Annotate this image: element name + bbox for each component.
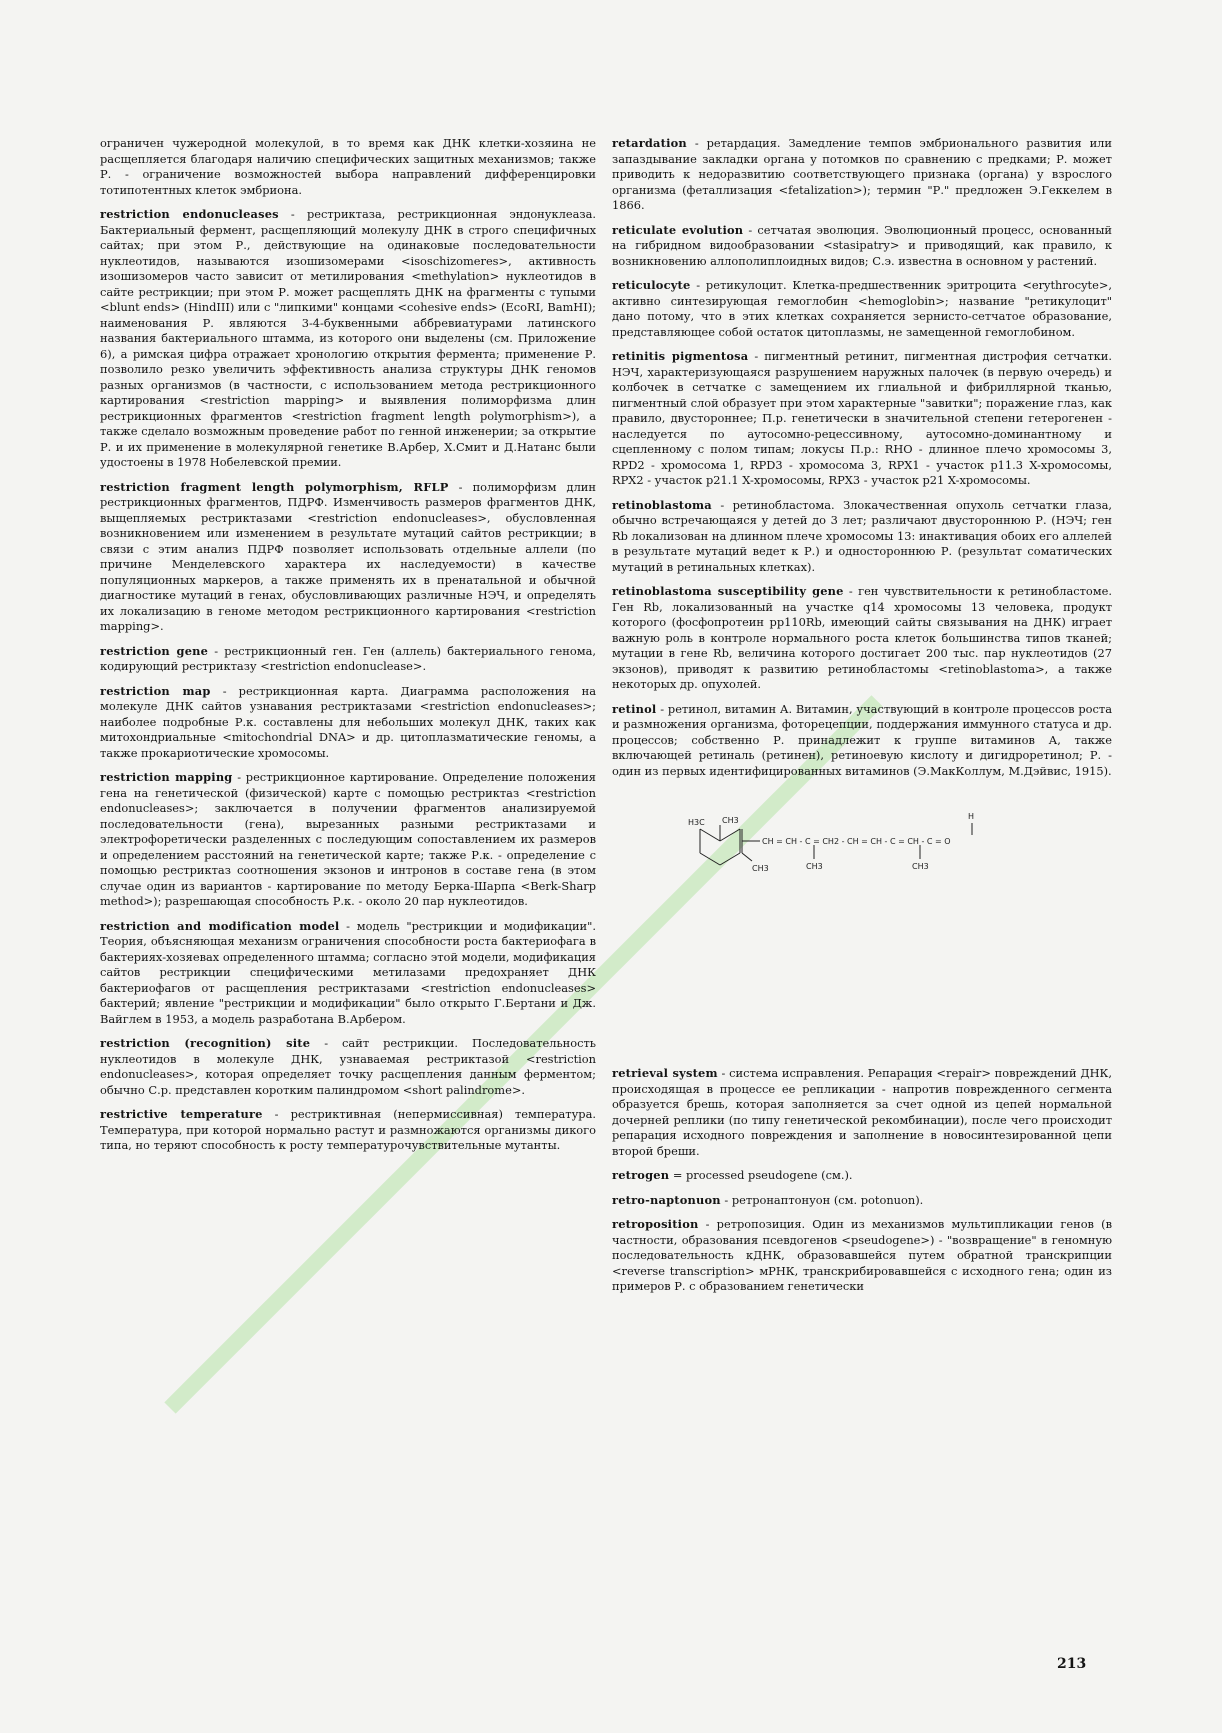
entry-term: restrictive temperature (100, 1107, 263, 1121)
retinol-structure-figure (612, 791, 1112, 1056)
entry-term: retrogen (612, 1168, 670, 1182)
entry-definition: - ретардация. Замедление темпов эмбрионального развития или запаздывание закладки органа у потомков по сравнению с предками; Р. может приводить к недоразвитию соответствующего признака (органа) у взрослого организма (феталлизация <fetalization>); термин "Р." предложен Э.Геккелем в 1866. (612, 136, 1112, 212)
hydrogen-label: H (968, 812, 975, 821)
dictionary-entry (100, 480, 596, 635)
entry-term: retinol (612, 701, 657, 716)
entry-term: retardation (612, 136, 687, 150)
dictionary-entry (100, 1036, 596, 1098)
left-intro-paragraph: ограничен чужеродной молекулой, в то время как ДНК клетки-хозяина не расщепляется благодаря наличию специфических защитных механизмов; также Р. - ограничение возможностей выбора направлений дифференцировки тотипотентных клеток эмбриона. (100, 136, 596, 197)
dictionary-entry (100, 1107, 596, 1154)
entry-definition: - пигментный ретинит, пигментная дистрофия сетчатки. НЭЧ, характеризующаяся разрушением наружных палочек (в первую очередь) и колбочек в сетчатке с замещением их глиальной и фибриллярной тканью, пигментный слой образует при этом характерные "завитки"; поражение глаз, как правило, двустороннее; П.р. генетически в значительной степени гетерогенен - наследуется по аутосомно-рецессивному, аутосомно-доминантному и сцепленному с полом типам; локусы П.р.: RHO - длинное плечо хромосомы 3, RPD2 - хромосома 1, RPD3 - хромосома 3, RPX1 - участок p11.3 X-хромосомы, RPX2 - участок p21.1 X-хромосомы, RPX3 - участок p21 X-хромосомы. (612, 349, 1112, 487)
methyl-label-1: H3C (688, 818, 705, 827)
entry-definition: - рестрикционный ген. Ген (аллель) бактериального генома, кодирующий рестриктазу <restriction endonuclease>. (100, 643, 597, 673)
right-entries-top (612, 136, 1112, 779)
left-column (100, 136, 596, 1163)
entry-term: restriction mapping (100, 770, 233, 784)
entry-definition: = processed pseudogene (см.). (669, 1168, 853, 1182)
dictionary-entry (612, 223, 1112, 270)
dictionary-entry (612, 584, 1112, 693)
dictionary-entry (100, 684, 596, 762)
entry-term: reticulocyte (612, 278, 691, 292)
entry-definition: - сайт рестрикции. Последовательность нуклеотидов в молекуле ДНК, узнаваемая рестриктазой <restriction endonucleases>, которая определяет точку расщепления данным ферментом; обычно С.р. представлен коротким палиндромом <short palindrome>. (100, 1036, 596, 1097)
entry-term: retrieval system (612, 1066, 718, 1080)
dictionary-entry (100, 919, 596, 1028)
entry-definition: - ретикулоцит. Клетка-предшественник эритроцита <erythrocyte>, активно синтезирующая гемоглобин <hemoglobin>; название "ретикулоцит" дано потому, что в этих клетках сохраняется зернисто-сетчатое образование, представляющее собой остаток цитоплазмы, не замещенной гемоглобином. (612, 278, 1112, 339)
dictionary-entry (100, 207, 596, 471)
dictionary-entry (612, 702, 1112, 780)
entry-term: restriction (recognition) site (100, 1036, 311, 1050)
methyl-label-4: CH3 (806, 862, 823, 871)
entry-definition: - модель "рестрикции и модификации". Теория, объясняющая механизм ограничения способности роста бактериофага в бактериях-хозяевах определенного штамма; согласно этой модели, модификация сайтов рестрикции специфическими метилазами предохраняет ДНК бактериофагов от расщепления рестриктазами <restriction endonucleases> бактерий; явление "рестрикции и модификации" было открыто Г.Бертани и Дж. Вайглем в 1953, а модель разработана В.Арбером. (100, 918, 596, 1026)
retinol-structural-formula (682, 801, 1062, 911)
methyl-label-5: CH3 (912, 862, 929, 871)
right-column (612, 136, 1112, 1304)
entry-term: retro-naptonuon (612, 1192, 721, 1207)
dictionary-entry (612, 1066, 1112, 1159)
dictionary-entry (612, 278, 1112, 340)
methyl-label-3: CH3 (752, 864, 769, 873)
entry-definition: - ретронаптонуон (см. potonuon). (720, 1192, 924, 1207)
entry-definition: - рестриктаза, рестрикционная эндонуклеаза. Бактериальный фермент, расщепляющий молекулу ДНК в строго специфичных сайтах; при этом Р., действующие на одинаковые последовательности нуклеотидов, называются изошизомерами <isoschizomeres>, активность изошизомеров часто зависит от метилирования <methylation> нуклеотидов в сайте рестрикции; при этом Р. может расщеплять ДНК на фрагменты с тупыми <blunt ends> (HindIII) или с "липкими" концами <cohesive ends> (EcoRI, BamHI); наименования Р. являются 3-4-буквенными аббревиатурами латинского названия бактериального штамма, из которого они выделены (см. Приложение 6), а римская цифра отражает хронологию открытия фермента; применение Р. позволило резко увеличить эффективность анализа структуры ДНК геномов разных организмов (в частности, с использованием метода рестрикционного картирования <restriction mapping> и выявления полиморфизма длин рестрикционных фрагментов <restriction fragment length polymorphism>), а также сделало возможным проведение работ по генной инженерии; за открытие Р. и их применение в молекулярной генетике В.Арбер, Х.Смит и Д.Натанс были удостоены в 1978 Нобелевской премии. (100, 207, 596, 469)
entry-definition: - рестриктивная (непермиссивная) температура. Температура, при которой нормально растут и размножаются организмы дикого типа, но теряют способность к росту температурочувствительные мутанты. (100, 1107, 596, 1152)
entry-term: retinitis pigmentosa (612, 349, 749, 363)
entry-term: restriction and modification model (100, 918, 340, 933)
entry-term: reticulate evolution (612, 222, 744, 237)
entry-definition: - ген чувствительности к ретинобластоме. Ген Rb, локализованный на участке q14 хромосомы 13 человека, продукт которого (фосфопротеин pp110Rb, имеющий сайты связывания на ДНК) играет важную роль в контроле нормального роста клеток большинства типов тканей; мутации в гене Rb, величина которого достигает 200 тыс. пар нуклеотидов (27 экзонов), приводят к развитию ретинобластомы <retinoblastoma>, а также некоторых др. опухолей. (612, 584, 1113, 691)
entry-definition: - ретропозиция. Один из механизмов мультипликации генов (в частности, образования псевдогенов <pseudogene>) - "возвращение" в геномную последовательность кДНК, образовавшейся путем обратной транскрипции <reverse transcription> мРНК, транскрибировавшейся с исходного гена; один из примеров Р. с образованием генетически (612, 1217, 1112, 1293)
dictionary-entry (612, 1193, 1112, 1209)
dictionary-entry (612, 498, 1112, 576)
dictionary-entry (612, 136, 1112, 214)
entry-term: retinoblastoma (612, 497, 712, 512)
entry-definition: - рестрикционное картирование. Определение положения гена на генетической (физической) карте с помощью рестриктаз <restriction endonucleases>; заключается в получении фрагментов анализируемой последовательности (гена), вырезанных разными рестриктазами и электрофоретически разделенных с последующим сопоставлением их размеров и определением расстояний на генетической карте; также Р.к. - определение с помощью рестриктаз соотношения экзонов и интронов в составе гена (в этом случае один из вариантов - картирование по методу Берка-Шарпа <Berk-Sharp method>); разрешающая способность Р.к. - около 20 пар нуклеотидов. (100, 770, 596, 908)
entry-term: retinoblastoma susceptibility gene (612, 584, 844, 598)
page-number: 213 (1057, 1656, 1087, 1672)
entry-definition: - система исправления. Репарация <repair> повреждений ДНК, происходящая в процессе ее репликации - напротив поврежденного сегмента образуется брешь, которая заполняется за счет одной из цепей нормальной дочерней реплики (по типу генетической рекомбинации), после чего происходит репарация исходного повреждения и заполнение в новосинтезированной цепи второй бреши. (612, 1066, 1112, 1158)
entry-term: restriction map (100, 683, 211, 698)
entry-term: restriction endonucleases (100, 207, 279, 221)
entry-definition: - полиморфизм длин рестрикционных фрагментов, ПДРФ. Изменчивость размеров фрагментов ДНК, выщепляемых рестриктазами <restriction endonucleases>, обусловленная возникновением или изменением в результате мутаций сайтов рестрикции; в связи с этим анализ ПДРФ позволяет использовать отдельные аллели (по причине Менделевского характера их наследуемости) в качестве популяционных маркеров, а также применять их в пренатальной и обычной диагностике мутаций в генах, обусловливающих различные НЭЧ, и определять их локализацию в геноме методом рестрикционного картирования <restriction mapping>. (100, 479, 596, 633)
entry-definition: - сетчатая эволюция. Эволюционный процесс, основанный на гибридном видообразовании <stasipatry> и приводящий, как правило, к возникновению аллополиплоидных видов; С.э. известна в основном у растений. (612, 222, 1112, 268)
polyene-chain: CH = CH - C = CH2 - CH = CH - C = CH - C = O (762, 837, 951, 846)
methyl-label-2: CH3 (722, 816, 739, 825)
entry-term: restriction gene (100, 643, 209, 658)
entry-term: restriction fragment length polymorphism, RFLP (100, 479, 449, 494)
entry-term: retroposition (612, 1217, 699, 1231)
dictionary-entry (612, 1168, 1112, 1184)
right-entries-bottom (612, 1066, 1112, 1295)
dictionary-entry (100, 770, 596, 910)
entry-definition: - рестрикционная карта. Диаграмма расположения на молекуле ДНК сайтов узнавания рестриктазами <restriction endonucleases>; наиболее подробные Р.к. составлены для небольших молекул ДНК, таких как митохондриальные <mitochondrial DNA> и др. цитоплазматические геномы, а также прокариотические хромосомы. (100, 683, 596, 760)
dictionary-entry (612, 349, 1112, 489)
dictionary-entry (612, 1217, 1112, 1295)
dictionary-entry (100, 644, 596, 675)
entry-definition: - ретинол, витамин А. Витамин, участвующий в контроле процессов роста и размножения организма, фоторецепции, поддержания иммунного статуса и др. процессов; собственно Р. принадлежит к группе витаминов А, также включающей ретиналь (ретинен), ретиноевую кислоту и дигидроретинол; Р. - один из первых идентифицированных витаминов (Э.МакКоллум, М.Дэйвис, 1915). (612, 701, 1112, 778)
entry-definition: - ретинобластома. Злокачественная опухоль сетчатки глаза, обычно встречающаяся у детей до 3 лет; различают двустороннюю Р. (НЭЧ; ген Rb локализован на длинном плече хромосомы 13: инактивация обоих его аллелей в результате мутаций ведет к Р.) и одностороннюю Р. (результат соматических мутаций в ретинальных клетках). (612, 497, 1112, 574)
